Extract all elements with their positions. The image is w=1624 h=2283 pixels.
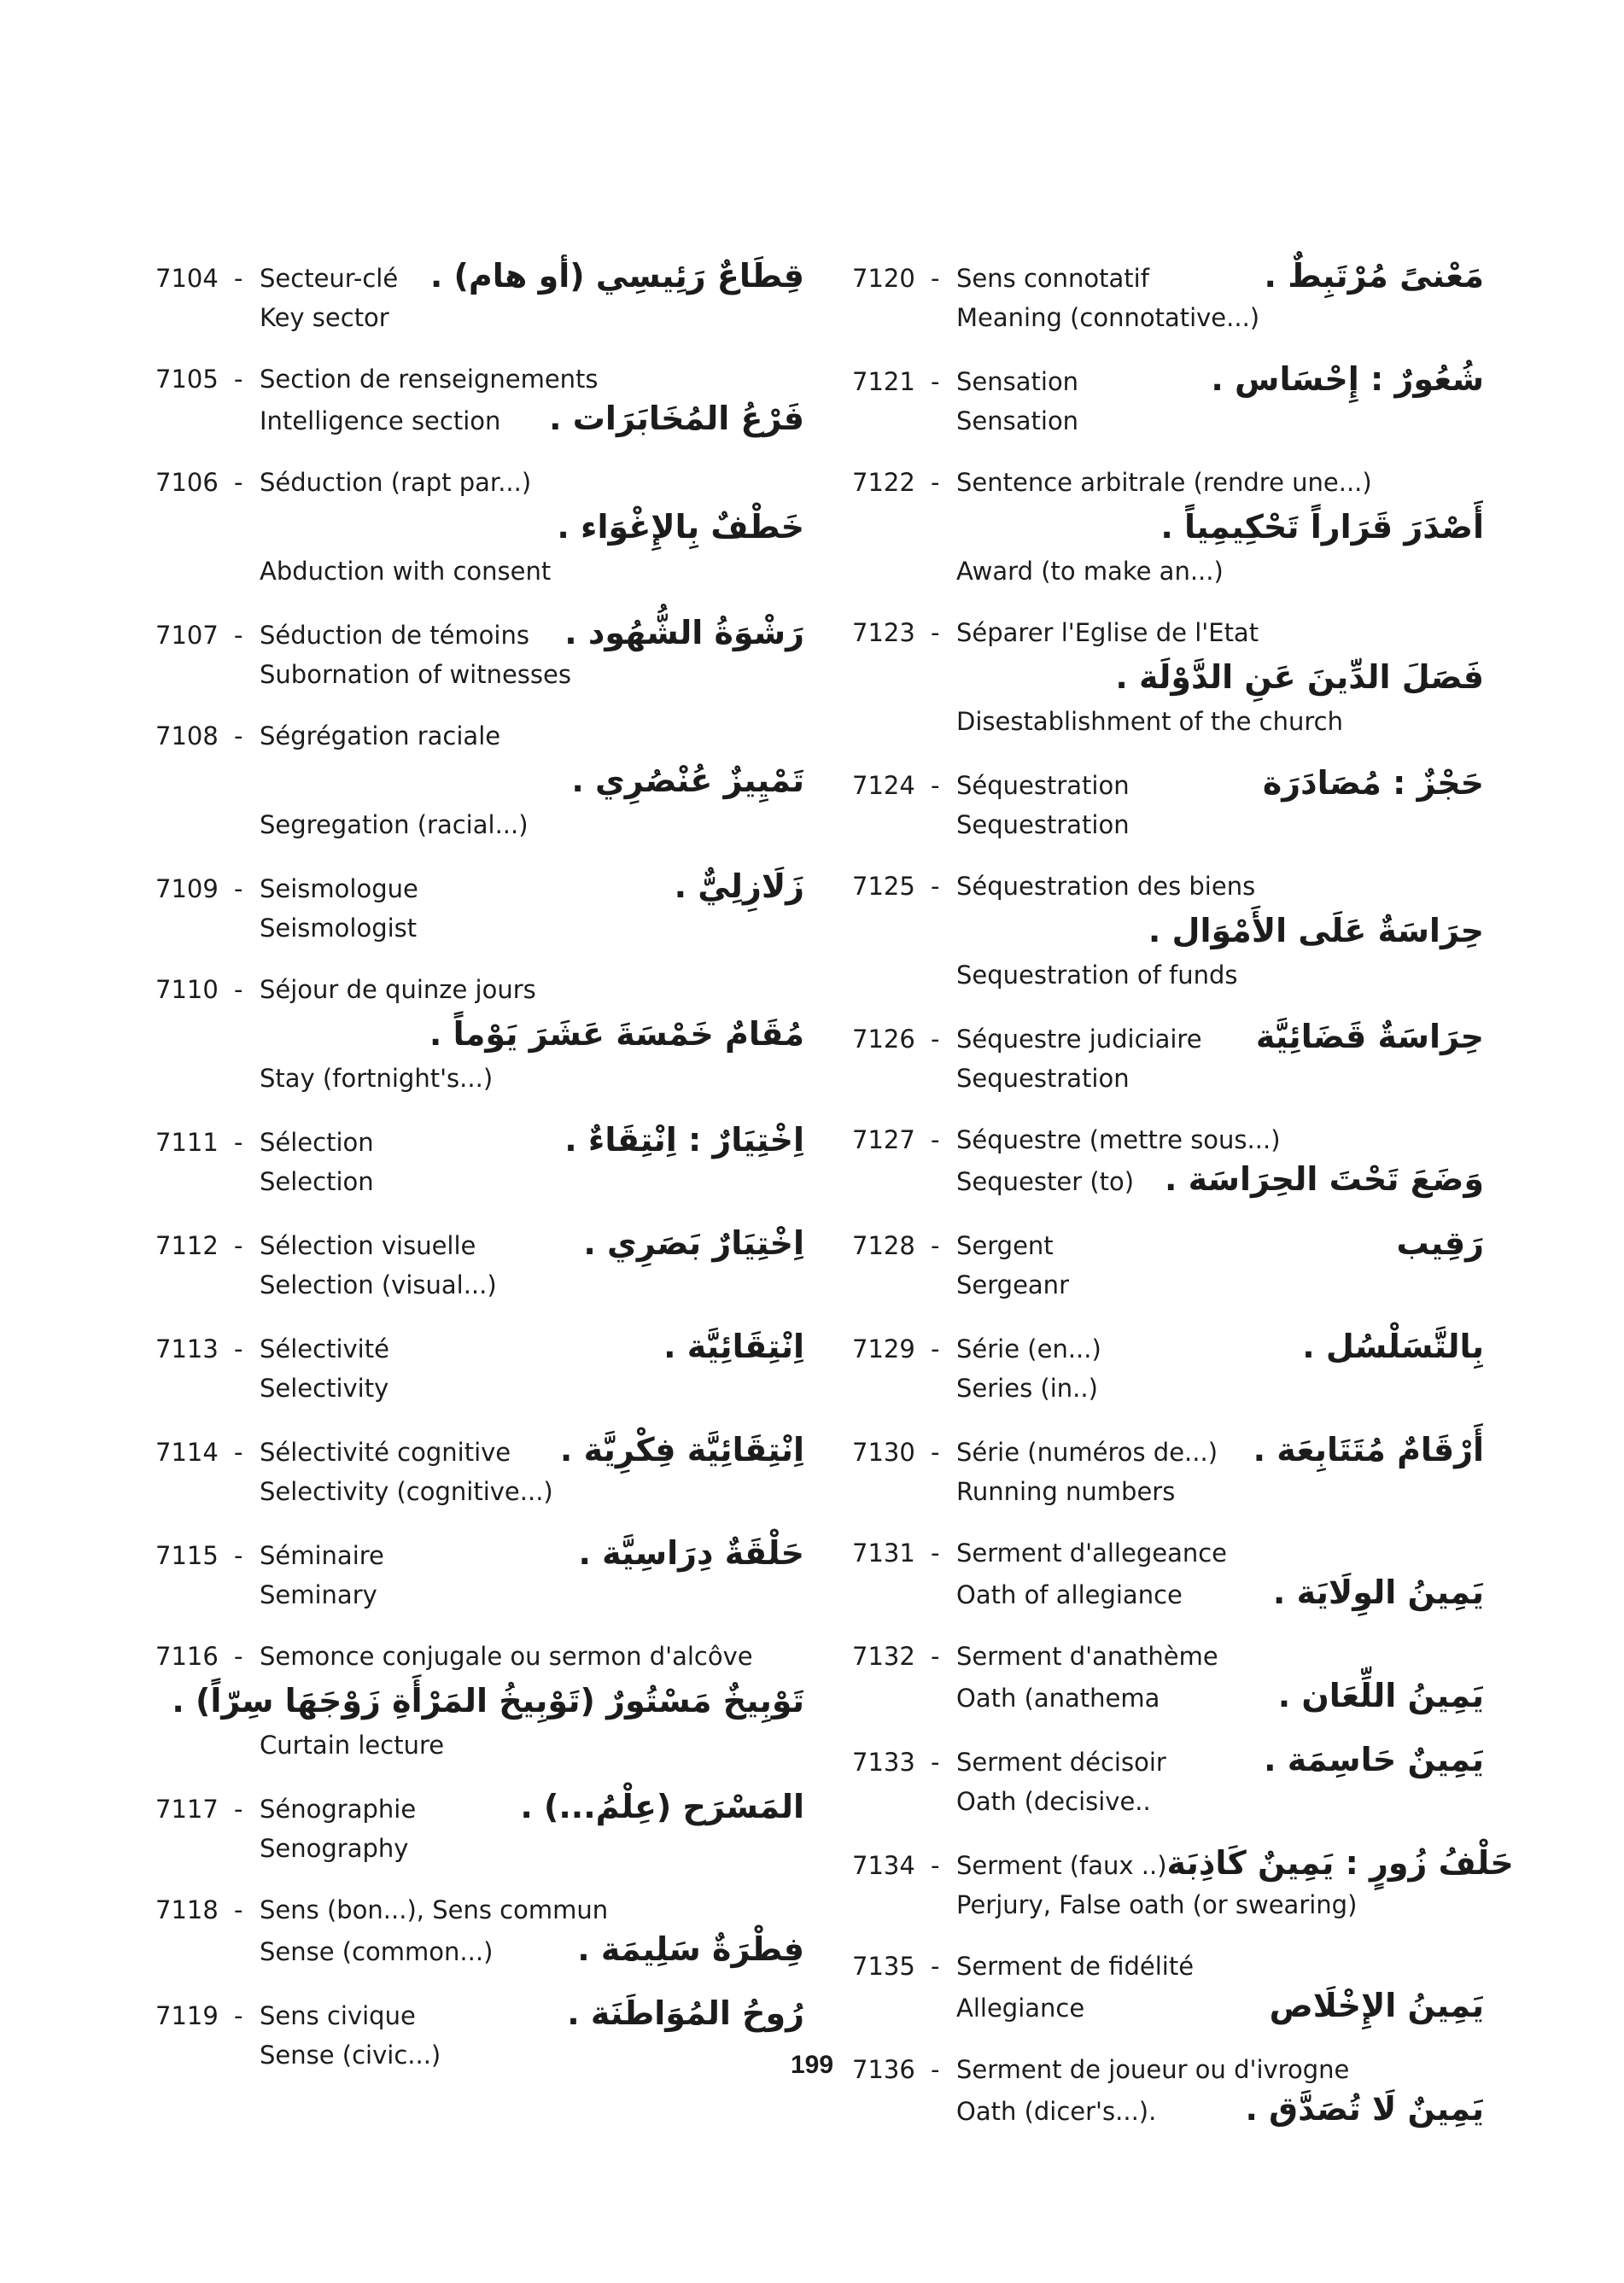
arabic-term: فِطْرَةٌ سَلِيمَة . <box>577 1930 804 1968</box>
entry-7136: 7136 - Serment de joueur ou d'ivrogne Oath (dicer's...). يَمِينٌ لَا تُصَدَّق . <box>852 2050 1484 2131</box>
entry-number: 7109 <box>155 874 219 903</box>
french-term: Ségrégation raciale <box>260 721 501 750</box>
french-term: Séjour de quinze jours <box>260 975 536 1004</box>
entry-number: 7136 <box>852 2055 915 2084</box>
entry-7121: 7121 - Sensation شُعُورٌ : إِحْسَاس . Sensation <box>852 359 1484 441</box>
arabic-term: يَمِينُ الإِخْلَاص <box>1269 1987 1484 2024</box>
entry-number: 7111 <box>155 1128 219 1157</box>
arabic-term: مَعْنىً مُرْتَبِطٌ . <box>1264 257 1484 295</box>
entry-7116: 7116 - Semonce conjugale ou sermon d'alcôve تَوْبِيخٌ مَسْتُورٌ (تَوْبِيخُ المَرْأَةِ زَوْجَهَا سِرّاً) . Curtain lecture <box>155 1637 804 1765</box>
arabic-term: يَمِينُ الوِلَايَة . <box>1272 1574 1484 1611</box>
entry-7115: 7115 - Séminaire حَلْقَةٌ دِرَاسِيَّة . Seminary <box>155 1533 804 1614</box>
entry-7108: 7108 - Ségrégation raciale تَمْيِيزٌ عُنْصُرِي . Segregation (racial...) <box>155 716 804 844</box>
arabic-term: حَجْزٌ : مُصَادَرَة <box>1262 764 1484 802</box>
arabic-term: يَمِينُ اللِّعَان . <box>1277 1677 1484 1714</box>
french-term: Sélection visuelle <box>260 1231 476 1260</box>
entry-number: 7133 <box>852 1748 915 1777</box>
french-term: Sénographie <box>260 1795 417 1824</box>
french-term: Section de renseignements <box>260 365 599 394</box>
french-term: Séminaire <box>260 1541 384 1570</box>
english-term: Perjury, False oath (or swearing) <box>956 1890 1358 1919</box>
entry-7123: 7123 - Séparer l'Eglise de l'Etat فَصَلَ الدِّينَ عَنِ الدَّوْلَة . Disestablishment of the church <box>852 613 1484 741</box>
french-term: Serment de fidélité <box>956 1952 1195 1981</box>
entry-number: 7118 <box>155 1895 219 1924</box>
entry-number: 7135 <box>852 1952 915 1981</box>
entry-7114: 7114 - Sélectivité cognitive اِنْتِقَائِيَّة فِكْرِيَّة . Selectivity (cognitive...) <box>155 1430 804 1511</box>
english-term: Key sector <box>260 303 389 332</box>
entry-7126: 7126 - Séquestre judiciaire حِرَاسَةٌ قَضَائِيَّة Sequestration <box>852 1017 1484 1098</box>
arabic-term: حِرَاسَةٌ قَضَائِيَّة <box>1255 1018 1484 1055</box>
entry-7125: 7125 - Séquestration des biens حِرَاسَةٌ عَلَى الأَمْوَال . Sequestration of funds <box>852 867 1484 995</box>
entry-7134: 7134 - Serment (faux ..) حَلْفُ زُورٍ : يَمِينٌ كَاذِبَة Perjury, False oath (or swearing) <box>852 1843 1484 1924</box>
english-term: Sense (civic...) <box>260 2041 441 2070</box>
english-term: Oath (anathema <box>956 1684 1160 1713</box>
english-term: Sequestration <box>956 1064 1130 1093</box>
french-term: Sens (bon...), Sens commun <box>260 1895 609 1924</box>
english-term: Sense (common...) <box>260 1937 494 1966</box>
arabic-term: حَلْفُ زُورٍ : يَمِينٌ كَاذِبَة <box>1166 1844 1514 1882</box>
arabic-term: قِطَاعٌ رَئِيسِي (أو هام) . <box>429 257 804 295</box>
entry-7106: 7106 - Séduction (rapt par...) خَطْفٌ بِالإِغْوَاء . Abduction with consent <box>155 463 804 591</box>
french-term: Semonce conjugale ou sermon d'alcôve <box>260 1642 753 1671</box>
french-term: Sélectivité cognitive <box>260 1438 511 1467</box>
arabic-term: المَسْرَح (عِلْمُ...) . <box>520 1788 804 1825</box>
arabic-term: أَرْقَامٌ مُتَتَابِعَة . <box>1253 1431 1484 1468</box>
french-term: Serment d'allegeance <box>956 1539 1228 1568</box>
left-column <box>155 256 804 2097</box>
entry-number: 7116 <box>155 1642 219 1671</box>
arabic-term: يَمِينٌ حَاسِمَة . <box>1264 1741 1484 1778</box>
entry-number: 7104 <box>155 264 219 293</box>
english-term: Selection <box>260 1167 374 1196</box>
english-term: Oath of allegiance <box>956 1580 1183 1609</box>
entry-number: 7120 <box>852 264 915 293</box>
english-term: Allegiance <box>956 1994 1085 2023</box>
entry-number: 7115 <box>155 1541 219 1570</box>
arabic-term: فَصَلَ الدِّينَ عَنِ الدَّوْلَة . <box>1115 658 1484 696</box>
english-term: Sequestration <box>956 810 1130 839</box>
french-term: Sens civique <box>260 2001 416 2030</box>
french-term: Série (en...) <box>956 1334 1101 1363</box>
english-term: Seismologist <box>260 914 418 943</box>
arabic-term: مُقَامٌ خَمْسَةَ عَشَرَ يَوْماً . <box>429 1015 804 1053</box>
entry-number: 7129 <box>852 1334 915 1363</box>
entry-number: 7123 <box>852 618 915 647</box>
french-term: Série (numéros de...) <box>956 1438 1218 1467</box>
arabic-term: اِنْتِقَائِيَّة . <box>663 1328 804 1365</box>
arabic-term: اِنْتِقَائِيَّة فِكْرِيَّة . <box>559 1431 804 1468</box>
entry-number: 7122 <box>852 468 915 497</box>
entry-number: 7108 <box>155 721 219 750</box>
french-term: Sensation <box>956 367 1079 396</box>
entry-number: 7107 <box>155 621 219 650</box>
english-term: Abduction with consent <box>260 557 552 586</box>
entry-number: 7106 <box>155 468 219 497</box>
entry-7111: 7111 - Sélection اِخْتِيَارٌ : اِنْتِقَاءٌ . Selection <box>155 1120 804 1201</box>
entry-7129: 7129 - Série (en...) بِالتَّسَلْسُل . Series (in..) <box>852 1327 1484 1408</box>
english-term: Intelligence section <box>260 406 501 435</box>
entry-number: 7132 <box>852 1642 915 1671</box>
entry-7119: 7119 - Sens civique رُوحُ المُوَاطَنَة . Sense (civic...) <box>155 1994 804 2075</box>
entry-number: 7126 <box>852 1025 915 1054</box>
entry-number: 7131 <box>852 1539 915 1568</box>
arabic-term: حِرَاسَةٌ عَلَى الأَمْوَال . <box>1148 912 1484 949</box>
arabic-term: يَمِينٌ لَا تُصَدَّق . <box>1245 2090 1484 2128</box>
french-term: Séquestration <box>956 771 1130 800</box>
entry-number: 7128 <box>852 1231 915 1260</box>
english-term: Selectivity (cognitive...) <box>260 1477 553 1506</box>
arabic-term: وَضَعَ تَحْتَ الحِرَاسَة . <box>1164 1160 1484 1198</box>
english-term: Sequester (to) <box>956 1167 1135 1196</box>
arabic-term: خَطْفٌ بِالإِغْوَاء . <box>557 508 804 546</box>
entry-number: 7105 <box>155 365 219 394</box>
english-term: Seminary <box>260 1580 377 1609</box>
entry-number: 7134 <box>852 1851 915 1880</box>
entry-7107: 7107 - Séduction de témoins رَشْوَةُ الشُّهُود . Subornation of witnesses <box>155 613 804 694</box>
english-term: Selectivity <box>260 1374 389 1403</box>
entry-7110: 7110 - Séjour de quinze jours مُقَامٌ خَمْسَةَ عَشَرَ يَوْماً . Stay (fortnight's...) <box>155 970 804 1098</box>
english-term: Meaning (connotative...) <box>956 303 1260 332</box>
french-term: Serment décisoir <box>956 1748 1166 1777</box>
entry-7130: 7130 - Série (numéros de...) أَرْقَامٌ مُتَتَابِعَة . Running numbers <box>852 1430 1484 1511</box>
french-term: Serment (faux ..) <box>956 1851 1167 1880</box>
french-term: Séduction de témoins <box>260 621 529 650</box>
english-term: Selection (visual...) <box>260 1270 497 1299</box>
french-term: Sergent <box>956 1231 1054 1260</box>
entry-7104: 7104 - Secteur-clé قِطَاعٌ رَئِيسِي (أو هام) . Key sector <box>155 256 804 337</box>
entry-7117: 7117 - Sénographie المَسْرَح (عِلْمُ...) . Senography <box>155 1787 804 1868</box>
entry-number: 7110 <box>155 975 219 1004</box>
arabic-term: رَشْوَةُ الشُّهُود . <box>564 614 804 651</box>
french-term: Serment d'anathème <box>956 1642 1218 1671</box>
entry-number: 7127 <box>852 1125 915 1154</box>
english-term: Running numbers <box>956 1477 1176 1506</box>
english-term: Disestablishment of the church <box>956 707 1343 736</box>
entry-7113: 7113 - Sélectivité اِنْتِقَائِيَّة . Selectivity <box>155 1327 804 1408</box>
french-term: Sens connotatif <box>956 264 1149 293</box>
french-term: Sélection <box>260 1128 374 1157</box>
french-term: Serment de joueur ou d'ivrogne <box>956 2055 1350 2084</box>
english-term: Curtain lecture <box>260 1731 445 1760</box>
entry-7112: 7112 - Sélection visuelle اِخْتِيَارٌ بَصَرِي . Selection (visual...) <box>155 1223 804 1305</box>
english-term: Sergeanr <box>956 1270 1069 1299</box>
entry-7124: 7124 - Séquestration حَجْزٌ : مُصَادَرَة Sequestration <box>852 763 1484 844</box>
page-number: 199 <box>790 2051 834 2079</box>
entry-7135: 7135 - Serment de fidélité Allegiance يَمِينُ الإِخْلَاص <box>852 1947 1484 2028</box>
french-term: Seismologue <box>260 874 418 903</box>
english-term: Subornation of witnesses <box>260 660 571 689</box>
arabic-term: حَلْقَةٌ دِرَاسِيَّة . <box>578 1534 804 1572</box>
arabic-term: بِالتَّسَلْسُل . <box>1302 1328 1484 1365</box>
french-term: Secteur-clé <box>260 264 399 293</box>
arabic-term: أَصْدَرَ قَرَاراً تَحْكِيمِياً . <box>1160 508 1484 546</box>
arabic-term: اِخْتِيَارٌ بَصَرِي . <box>583 1224 804 1262</box>
english-term: Stay (fortnight's...) <box>260 1064 494 1093</box>
entry-7118: 7118 - Sens (bon...), Sens commun Sense (common...) فِطْرَةٌ سَلِيمَة . <box>155 1890 804 1971</box>
french-term: Séquestre (mettre sous...) <box>956 1125 1281 1154</box>
english-term: Oath (decisive.. <box>956 1787 1151 1816</box>
entry-number: 7119 <box>155 2001 219 2030</box>
english-term: Series (in..) <box>956 1374 1098 1403</box>
right-column <box>852 256 1514 2153</box>
arabic-term: اِخْتِيَارٌ : اِنْتِقَاءٌ . <box>564 1121 804 1159</box>
french-term: Séparer l'Eglise de l'Etat <box>956 618 1259 647</box>
french-term: Séquestration des biens <box>956 872 1256 901</box>
english-term: Sequestration of funds <box>956 960 1238 990</box>
entry-number: 7121 <box>852 367 915 396</box>
french-term: Sélectivité <box>260 1334 389 1363</box>
arabic-term: تَمْيِيزٌ عُنْصُرِي . <box>571 762 804 799</box>
entry-7122: 7122 - Sentence arbitrale (rendre une...) أَصْدَرَ قَرَاراً تَحْكِيمِياً . Award (to make an...) <box>852 463 1484 591</box>
arabic-term: فَرْعُ المُخَابَرَات . <box>549 400 804 437</box>
arabic-term: شُعُورٌ : إِحْسَاس . <box>1211 360 1484 398</box>
french-term: Séquestre judiciaire <box>956 1025 1202 1054</box>
entry-number: 7130 <box>852 1438 915 1467</box>
entry-7128: 7128 - Sergent رَقِيب Sergeanr <box>852 1223 1484 1305</box>
arabic-term: رَقِيب <box>1396 1224 1484 1262</box>
entry-7120: 7120 - Sens connotatif مَعْنىً مُرْتَبِطٌ . Meaning (connotative...) <box>852 256 1484 337</box>
arabic-term: رُوحُ المُوَاطَنَة . <box>567 1994 804 2032</box>
entry-7133: 7133 - Serment décisoir يَمِينٌ حَاسِمَة . Oath (decisive.. <box>852 1740 1484 1821</box>
arabic-term: تَوْبِيخٌ مَسْتُورٌ (تَوْبِيخُ المَرْأَةِ زَوْجَهَا سِرّاً) . <box>172 1682 804 1720</box>
entry-7127: 7127 - Séquestre (mettre sous...) Sequester (to) وَضَعَ تَحْتَ الحِرَاسَة . <box>852 1120 1484 1201</box>
entry-number: 7125 <box>852 872 915 901</box>
english-term: Senography <box>260 1834 409 1863</box>
entry-number: 7113 <box>155 1334 219 1363</box>
english-term: Oath (dicer's...). <box>956 2097 1157 2126</box>
entry-number: 7124 <box>852 771 915 800</box>
entry-7109: 7109 - Seismologue زَلَازِلِيٌّ . Seismologist <box>155 867 804 948</box>
entry-number: 7117 <box>155 1795 219 1824</box>
french-term: Séduction (rapt par...) <box>260 468 532 497</box>
english-term: Segregation (racial...) <box>260 810 529 839</box>
french-term: Sentence arbitrale (rendre une...) <box>956 468 1372 497</box>
entry-7105: 7105 - Section de renseignements Intelligence section فَرْعُ المُخَابَرَات . <box>155 359 804 441</box>
english-term: Award (to make an...) <box>956 557 1224 586</box>
arabic-term: زَلَازِلِيٌّ . <box>674 867 804 905</box>
entry-number: 7112 <box>155 1231 219 1260</box>
english-term: Sensation <box>956 406 1079 435</box>
entry-7131: 7131 - Serment d'allegeance Oath of allegiance يَمِينُ الوِلَايَة . <box>852 1533 1484 1614</box>
entry-number: 7114 <box>155 1438 219 1467</box>
entry-7132: 7132 - Serment d'anathème Oath (anathema يَمِينُ اللِّعَان . <box>852 1637 1484 1718</box>
